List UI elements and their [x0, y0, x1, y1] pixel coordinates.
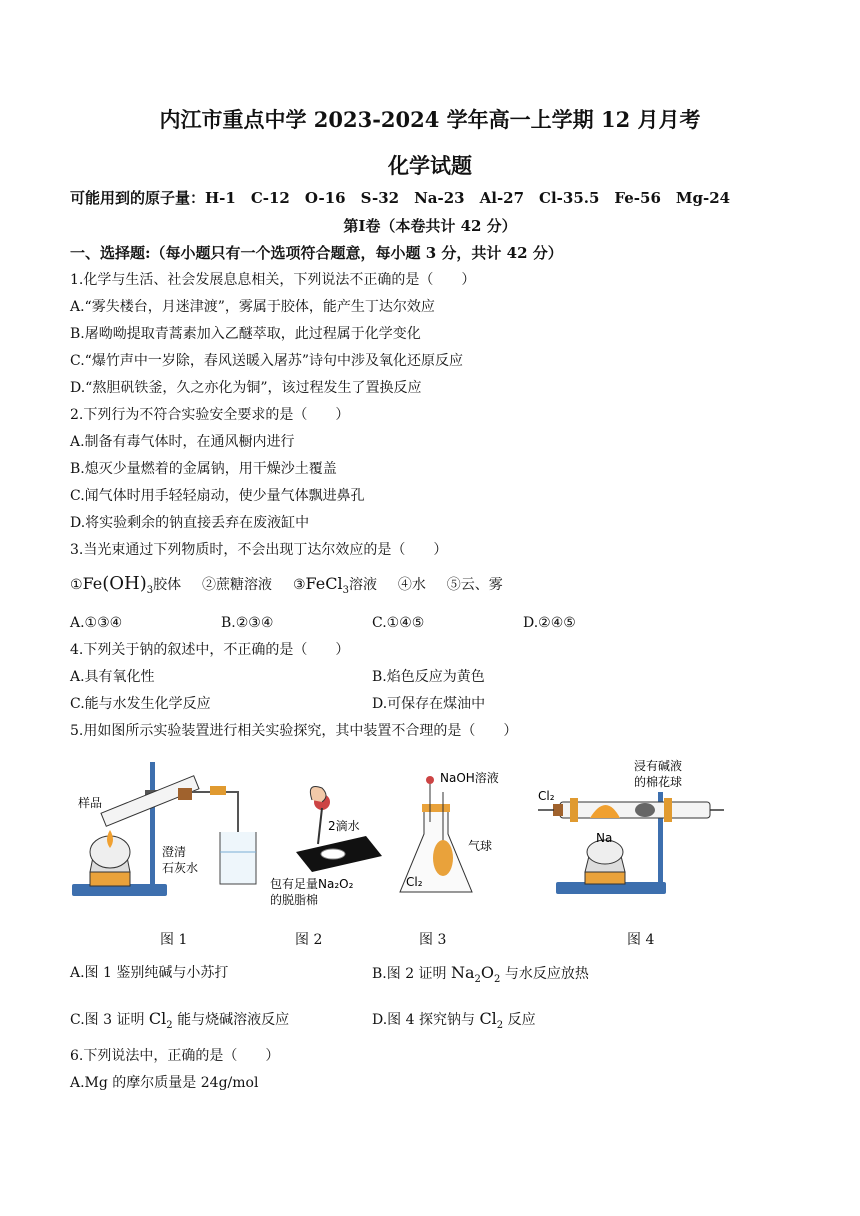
q1-stem: 1.化学与生活、社会发展息息相关，下列说法不正确的是（ ）: [70, 272, 476, 288]
q1-option-c: C.“爆竹声中一岁除，春风送暖入屠苏”诗句中涉及氧化还原反应: [70, 353, 463, 369]
q3-option-c: C.①④⑤: [372, 615, 425, 631]
figure2-drops-label: 2滴水: [328, 819, 360, 833]
q2-option-a: A.制备有毒气体时，在通风橱内进行: [70, 434, 295, 450]
section-heading: 一、选择题:（每小题只有一个选项符合题意，每小题 3 分，共计 42 分）: [70, 244, 563, 262]
q3-item1-num: ①: [70, 577, 83, 593]
q3-items: [70, 574, 503, 601]
figure4-cotton-label1: 浸有碱液: [634, 759, 683, 773]
q3-item1-oh: (OH): [102, 573, 147, 594]
q5-d-cl: Cl: [479, 1009, 497, 1028]
figure4-cl2-label: Cl₂: [538, 789, 555, 803]
q5-b-prefix: B.图 2 证明: [372, 966, 451, 982]
figure4-cotton-label2: 的棉花球: [634, 775, 683, 789]
q3-option-b: B.②③④: [221, 615, 274, 631]
q2-option-c: C.闻气体时用手轻轻扇动，使少量气体飘进鼻孔: [70, 488, 365, 504]
figure2-cotton-label2: 的脱脂棉: [270, 893, 319, 907]
q4-option-a: A.具有氧化性: [70, 669, 155, 685]
q3-item4: ④水: [397, 577, 426, 593]
figure4-caption: 图 4: [627, 932, 655, 948]
subject-title: 化学试题: [388, 153, 472, 178]
atomic-masses: 可能用到的原子量：H-1 C-12 O-16 S-32 Na-23 Al-27 Cl-35.5 Fe-56 Mg-24: [70, 189, 731, 207]
q2-option-b: B.熄灭少量燃着的金属钠，用干燥沙土覆盖: [70, 461, 337, 477]
q5-b-na: Na: [451, 963, 475, 982]
figure1-lime-label2: 石灰水: [162, 861, 199, 875]
q4-option-d: D.可保存在煤油中: [372, 696, 486, 712]
q3-item1-fe: Fe: [82, 574, 103, 593]
q5-b-sub1: 2: [474, 973, 481, 985]
figure1-sample-label: 样品: [78, 796, 103, 810]
q3-item3-text: 溶液: [348, 577, 377, 593]
figure1-apparatus: [72, 762, 256, 896]
q3-stem: 3.当光束通过下列物质时，不会出现丁达尔效应的是（ ）: [70, 542, 448, 558]
q1-option-d: D.“熬胆矾铁釜，久之亦化为铜”，该过程发生了置换反应: [70, 380, 422, 396]
q5-option-d: [372, 1009, 536, 1036]
q4-option-c: C.能与水发生化学反应: [70, 696, 211, 712]
q5-d-suffix: 反应: [503, 1012, 536, 1028]
q5-option-b: [372, 963, 589, 990]
q1-option-a: A.“雾失楼台，月迷津渡”，雾属于胶体，能产生丁达尔效应: [70, 299, 435, 315]
figure4-apparatus: [538, 792, 724, 894]
q5-figures: [60, 752, 740, 922]
q3-item3-sub: 3: [342, 584, 349, 596]
volume-heading: 第Ⅰ卷（本卷共计 42 分）: [343, 217, 517, 235]
figure3-caption: 图 3: [419, 932, 447, 948]
q5-c-sub: 2: [166, 1019, 173, 1031]
figure3-naoh-label: NaOH溶液: [440, 771, 499, 785]
exam-title: 内江市重点中学 2023-2024 学年高一上学期 12 月月考: [159, 107, 701, 132]
q5-option-c: [70, 1009, 289, 1036]
q3-item1-sub: 3: [146, 584, 154, 596]
q5-b-o: O: [480, 963, 495, 982]
q5-stem: 5.用如图所示实验装置进行相关实验探究，其中装置不合理的是（ ）: [70, 723, 518, 739]
q3-item1-text: 胶体: [153, 577, 182, 593]
figure2-cotton-label1: 包有足量Na₂O₂: [270, 877, 354, 891]
q3-option-d: D.②④⑤: [523, 615, 576, 631]
figure2-caption: 图 2: [295, 932, 323, 948]
q5-c-prefix: C.图 3 证明: [70, 1012, 149, 1028]
figure1-caption: 图 1: [160, 932, 188, 948]
q5-b-sub2: 2: [494, 973, 501, 985]
q5-c-cl: Cl: [148, 1009, 167, 1028]
q5-option-a: A.图 1 鉴别纯碱与小苏打: [70, 965, 229, 981]
q5-d-sub: 2: [496, 1019, 504, 1031]
q4-option-b: B.焰色反应为黄色: [372, 669, 485, 685]
q3-item3-fecl: FeCl: [305, 574, 343, 593]
q6-option-a: A.Mg 的摩尔质量是 24g/mol: [70, 1075, 259, 1091]
q4-stem: 4.下列关于钠的叙述中，不正确的是（ ）: [70, 642, 350, 658]
figure4-na-label: Na: [596, 831, 613, 845]
q1-option-b: B.屠呦呦提取青蒿素加入乙醚萃取，此过程属于化学变化: [70, 326, 421, 342]
q6-stem: 6.下列说法中，正确的是（ ）: [70, 1048, 280, 1064]
q3-item5: ⑤云、雾: [446, 577, 503, 593]
q3-item2: ②蔗糖溶液: [202, 577, 273, 593]
q2-option-d: D.将实验剩余的钠直接丢弃在废液缸中: [70, 515, 310, 531]
q5-d-prefix: D.图 4 探究钠与: [372, 1012, 480, 1028]
q5-c-suffix: 能与烧碱溶液反应: [172, 1012, 290, 1028]
figure3-balloon-label: 气球: [468, 839, 493, 853]
figure3-cl2-label: Cl₂: [406, 875, 423, 889]
q5-b-suffix: 与水反应放热: [500, 966, 589, 982]
q3-option-a: A.①③④: [70, 615, 123, 631]
q2-stem: 2.下列行为不符合实验安全要求的是（ ）: [70, 407, 350, 423]
figure1-lime-label1: 澄清: [162, 845, 187, 859]
q3-item3-num: ③: [292, 577, 306, 593]
